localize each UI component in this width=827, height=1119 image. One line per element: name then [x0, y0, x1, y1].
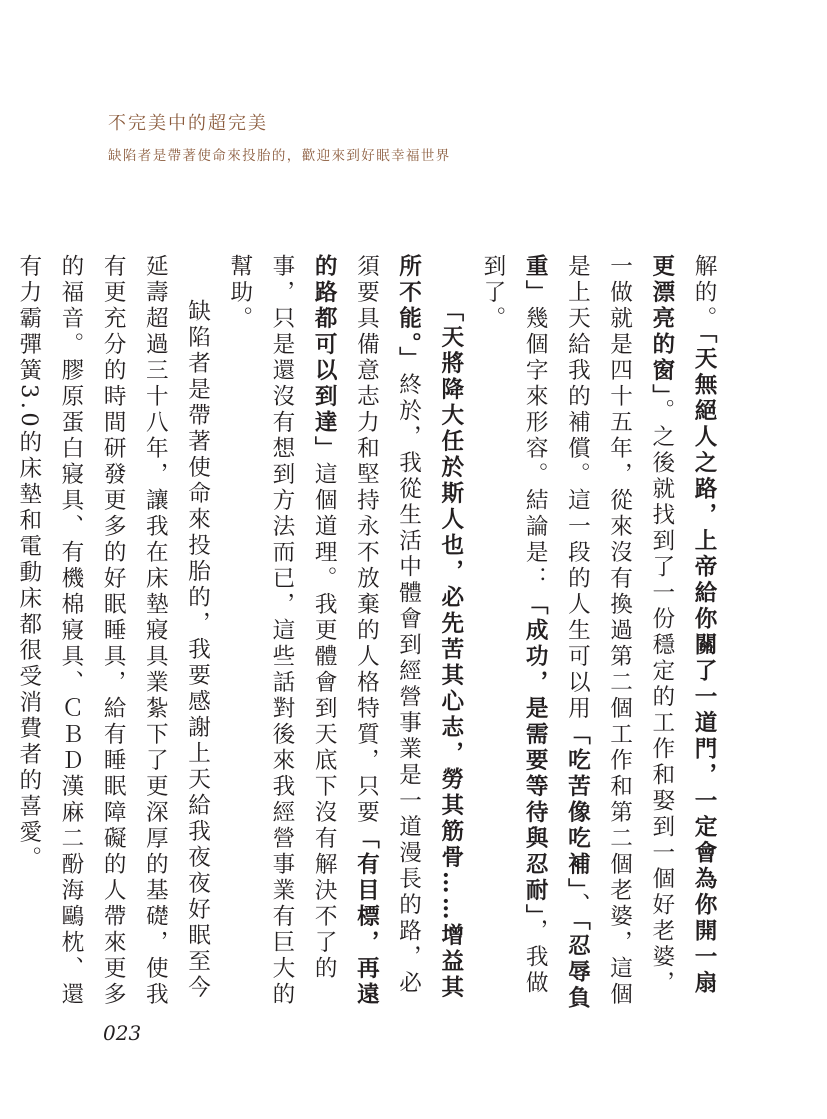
page-number: 023	[103, 1021, 142, 1045]
paragraph-3: 缺陷者是帶著使命來投胎的，我要感謝上天給我夜夜好眠至今延壽超過三十八年，讓我在床墊寢具業紮下了更深厚的基礎，使我有更充分的時間研發更多的好眠睡具，給有睡眠障礙的人帶來更多的福音。膠原蛋白寢具、有機棉寢具、ＣＢＤ漢麻二酚海鷗枕、還有力霸彈簧3.0的床墊和電動床都很受消費者的喜愛。	[15, 254, 211, 1008]
chapter-title: 不完美中的超完美	[108, 113, 268, 134]
p1-bold-quote-3: 「忍辱負重」	[522, 254, 591, 1012]
p1-text-5: ，我做到了。	[479, 254, 549, 997]
paragraph-2	[219, 254, 472, 1014]
p2-text-2: 這個道理。我更體會到天底下沒有解決不了的事，只是還沒有想到方法而已，這些話對後來我經營事業有巨大的幫助。	[226, 254, 338, 1008]
p1-bold-quote-4: 「成功，是需要等待與忍耐」	[522, 592, 549, 919]
p1-text-2: 。之後就找到了一份穩定的工作和娶到一個好老婆，一做就是四十五年，從來沒有換過第二個工作和第二個老婆，這個是上天給我的補償。這一段的人生可以用	[564, 254, 675, 1008]
p1-bold-quote-1: 「天無絕人之路，上帝給你關了一道門，一定會為你開一扇更漂亮的窗」	[648, 254, 717, 997]
p1-text-4: 幾個字來形容。結論是：	[522, 306, 549, 592]
p1-text-1: 解的。	[691, 254, 717, 332]
p2-bold-quote-2: 「有目標，再遠的路都可以到達」	[311, 254, 380, 1008]
p1-text-3: 、	[564, 892, 591, 919]
p1-bold-quote-2: 「吃苦像吃補」	[564, 722, 591, 893]
running-header	[108, 112, 451, 164]
p2-bold-quote-1: 「天將降大任於斯人也，必先苦其心志，勞其筋骨……增益其所不能。」	[395, 254, 464, 1002]
paragraph-1	[472, 254, 725, 1014]
p2-text-1: 終於，我從生活中體會到經營事業是一道漫長的路，必須要具備意志力和堅持永不放棄的人格特質，只要	[353, 254, 422, 997]
vertical-body-text	[15, 254, 725, 1014]
chapter-subtitle: 缺陷者是帶著使命來投胎的，歡迎來到好眠幸福世界	[108, 148, 451, 164]
paragraph-4	[0, 254, 8, 1014]
